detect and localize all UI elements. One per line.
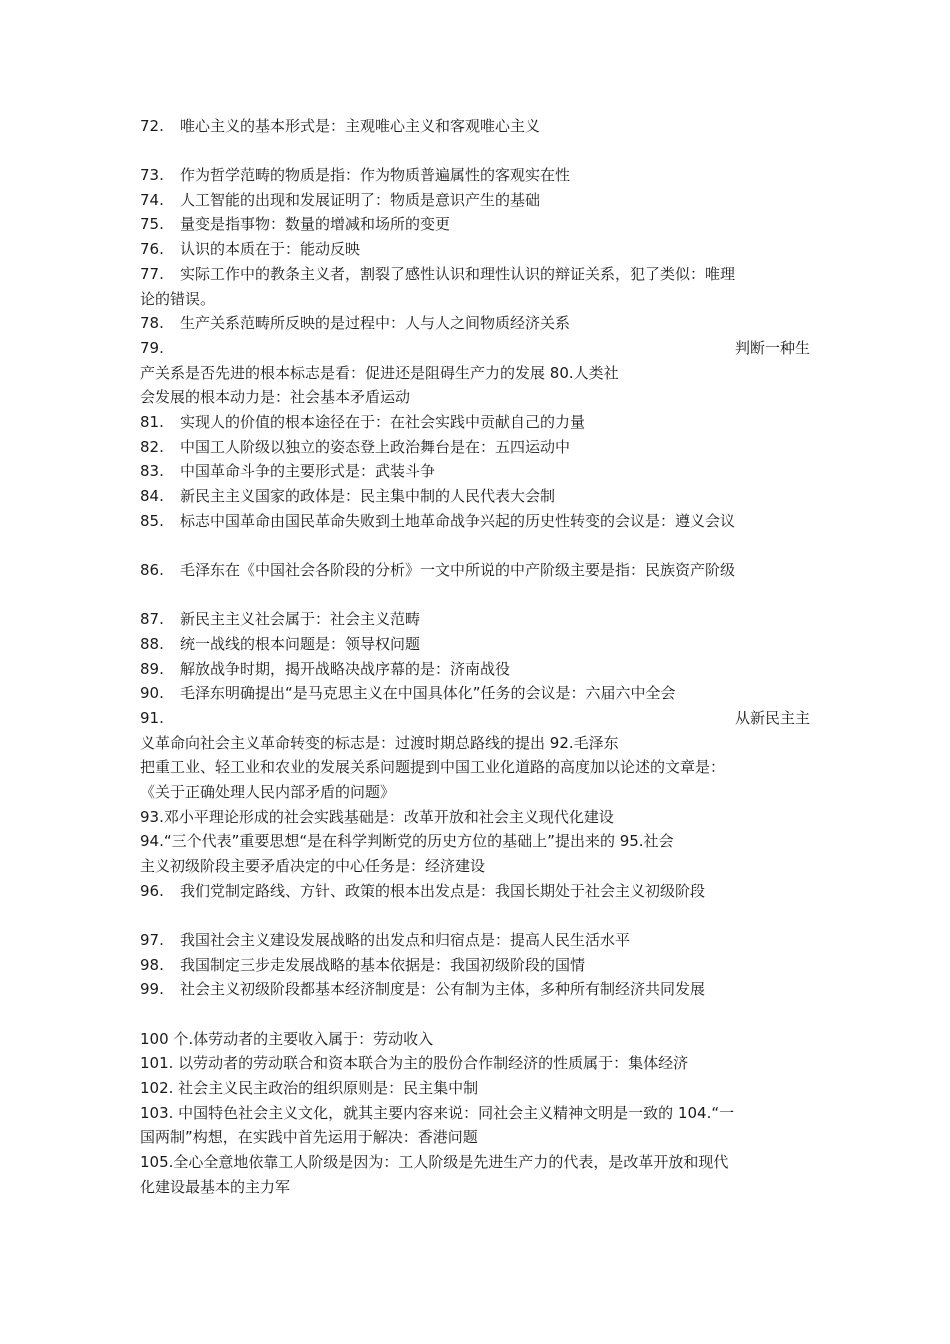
item-91-cont3: 《关于正确处理人民内部矛盾的问题》 xyxy=(140,783,396,801)
item-77-cont: 论的错误。 xyxy=(140,290,216,308)
item-98: 98. 我国制定三步走发展战略的基本依据是：我国初级阶段的国情 xyxy=(140,956,586,974)
item-74: 74. 人工智能的出现和发展证明了：物质是意识产生的基础 xyxy=(140,191,541,209)
item-78: 78. 生产关系范畴所反映的是过程中：人与人之间物质经济关系 xyxy=(140,314,571,332)
item-87: 87. 新民主主义社会属于：社会主义范畴 xyxy=(140,610,421,628)
item-105: 105.全心全意地依靠工人阶级是因为：工人阶级是先进生产力的代表，是改革开放和现代 xyxy=(140,1153,729,1171)
item-75: 75. 量变是指事物：数量的增减和场所的变更 xyxy=(140,215,451,233)
item-97: 97. 我国社会主义建设发展战略的出发点和归宿点是：提高人民生活水平 xyxy=(140,931,631,949)
item-94-cont: 主义初级阶段主要矛盾决定的中心任务是：经济建设 xyxy=(140,857,486,875)
item-105-cont: 化建设最基本的主力军 xyxy=(140,1178,291,1196)
item-89: 89. 解放战争时期，揭开战略决战序幕的是：济南战役 xyxy=(140,660,511,678)
item-103: 103. 中国特色社会主义文化，就其主要内容来说：同社会主义精神文明是一致的 104.“一 xyxy=(140,1104,735,1122)
item-79-right: 判断一种生 xyxy=(734,339,810,357)
item-101: 101. 以劳动者的劳动联合和资本联合为主的股份合作制经济的性质属于：集体经济 xyxy=(140,1054,689,1072)
item-91-cont: 义革命向社会主义革命转变的标志是：过渡时期总路线的提出 92.毛泽东 xyxy=(140,734,619,752)
item-85: 85. 标志中国革命由国民革命失败到土地革命战争兴起的历史性转变的会议是：遵义会议 xyxy=(140,512,736,530)
item-91: 91. xyxy=(140,709,164,727)
item-94: 94.“三个代表”重要思想“是在科学判断党的历史方位的基础上”提出来的 95.社会 xyxy=(140,832,674,850)
item-90: 90. 毛泽东明确提出“是马克思主义在中国具体化”任务的会议是：六届六中全会 xyxy=(140,684,676,702)
item-79-cont2: 会发展的根本动力是：社会基本矛盾运动 xyxy=(140,388,411,406)
item-76: 76. 认识的本质在于：能动反映 xyxy=(140,240,361,258)
item-102: 102. 社会主义民主政治的组织原则是：民主集中制 xyxy=(140,1079,479,1097)
item-79: 79. xyxy=(140,339,164,357)
item-88: 88. 统一战线的根本问题是：领导权问题 xyxy=(140,635,421,653)
item-72: 72. 唯心主义的基本形式是：主观唯心主义和客观唯心主义 xyxy=(140,117,541,135)
item-93: 93.邓小平理论形成的社会实践基础是：改革开放和社会主义现代化建设 xyxy=(140,808,614,826)
item-103-cont: 国两制”构想，在实践中首先运用于解决：香港问题 xyxy=(140,1128,478,1146)
item-83: 83. 中国革命斗争的主要形式是：武装斗争 xyxy=(140,462,436,480)
item-79-cont: 产关系是否先进的根本标志是看：促进还是阻碍生产力的发展 80.人类社 xyxy=(140,364,619,382)
item-82: 82. 中国工人阶级以独立的姿态登上政治舞台是在：五四运动中 xyxy=(140,438,571,456)
item-91-cont2: 把重工业、轻工业和农业的发展关系问题提到中国工业化道路的高度加以论述的文章是： xyxy=(140,758,726,776)
item-81: 81. 实现人的价值的根本途径在于：在社会实践中贡献自己的力量 xyxy=(140,413,586,431)
item-73: 73. 作为哲学范畴的物质是指：作为物质普遍属性的客观实在性 xyxy=(140,166,571,184)
item-96: 96. 我们党制定路线、方针、政策的根本出发点是：我国长期处于社会主义初级阶段 xyxy=(140,882,706,900)
item-91-right: 从新民主主 xyxy=(734,709,810,727)
item-100: 100 个.体劳动者的主要收入属于：劳动收入 xyxy=(140,1030,434,1048)
item-99: 99. 社会主义初级阶段都基本经济制度是：公有制为主体，多种所有制经济共同发展 xyxy=(140,980,706,998)
item-77: 77. 实际工作中的教条主义者，割裂了感性认识和理性认识的辩证关系，犯了类似：唯理 xyxy=(140,265,736,283)
item-86: 86. 毛泽东在《中国社会各阶段的分析》一文中所说的中产阶级主要是指：民族资产阶级 xyxy=(140,561,736,579)
item-84: 84. 新民主主义国家的政体是：民主集中制的人民代表大会制 xyxy=(140,487,556,505)
